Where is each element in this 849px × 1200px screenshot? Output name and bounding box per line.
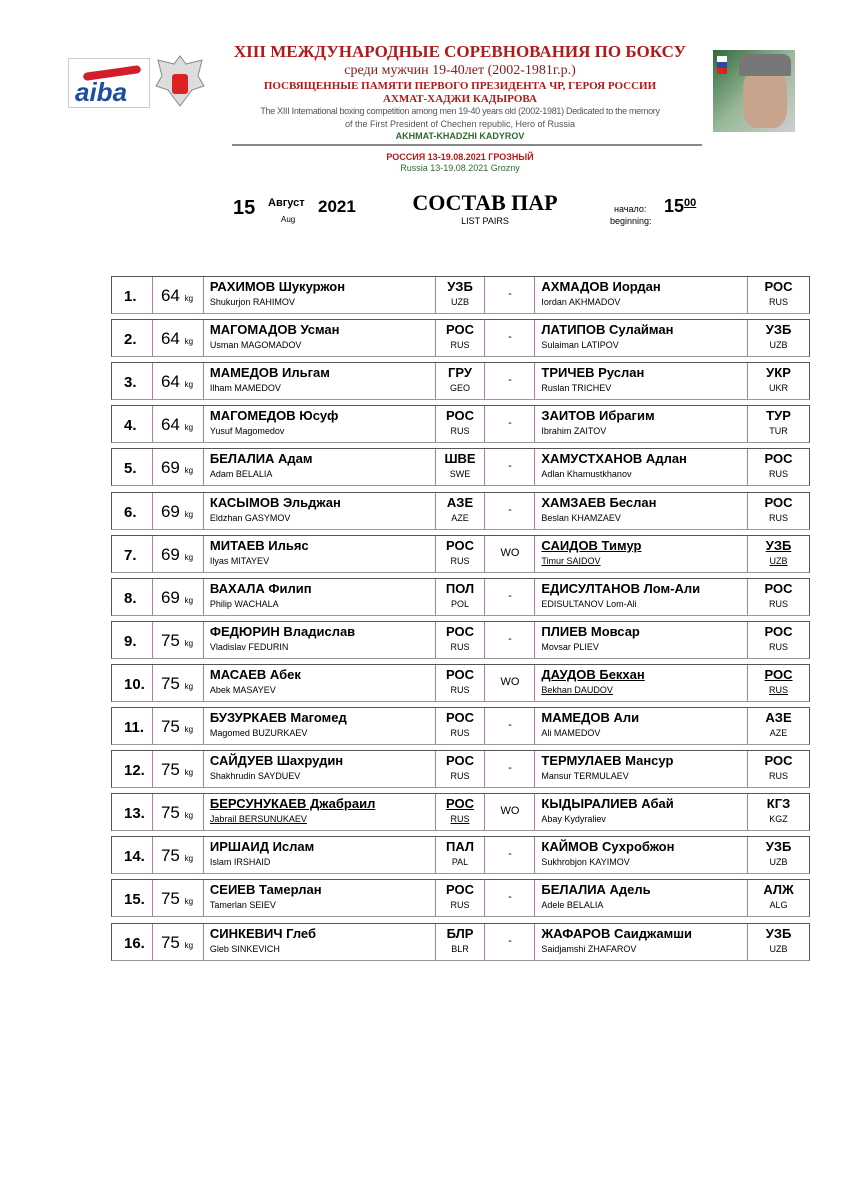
table-row xyxy=(111,405,810,443)
year: 2021 xyxy=(318,197,356,216)
table-row xyxy=(111,578,810,616)
boxer-a: САЙДУЕВ Шахрудин Shakhrudin SAYDUEV xyxy=(204,751,436,787)
boxer-a: БЕРСУНУКАЕВ Джабраил Jabrail BERSUNUKAEV xyxy=(204,794,436,830)
weight-class: 64 kg xyxy=(153,363,204,399)
boxer-b: ПЛИЕВ Мовсар Movsar PLIEV xyxy=(535,622,748,658)
weight-class: 64 kg xyxy=(153,320,204,356)
table-row xyxy=(111,707,810,745)
bout-number: 1. xyxy=(112,277,153,313)
weight-class: 69 kg xyxy=(153,493,204,529)
bout-number: 8. xyxy=(112,579,153,615)
bout-number: 14. xyxy=(112,837,153,873)
table-row xyxy=(111,319,810,357)
bout-number: 13. xyxy=(112,794,153,830)
table-row xyxy=(111,362,810,400)
weight-class: 69 kg xyxy=(153,536,204,572)
boxer-b-country: РОС RUS xyxy=(764,451,793,480)
weight-class: 75 kg xyxy=(153,924,204,960)
bout-number: 11. xyxy=(112,708,153,744)
boxer-a-country: РОС RUS xyxy=(436,751,486,787)
boxer-a-country: РОС RUS xyxy=(436,794,486,830)
aiba-logo: aiba xyxy=(68,58,150,108)
table-row xyxy=(111,621,810,659)
table-row xyxy=(111,276,810,314)
bout-result: - xyxy=(485,622,535,658)
page-subtitle: LIST PAIRS xyxy=(461,216,509,226)
boxer-b-country: РОС RUS xyxy=(764,279,793,307)
bout-number: 2. xyxy=(112,320,153,356)
boxer-b: БЕЛАЛИА Адель Adele BELALIA xyxy=(535,880,748,916)
boxer-b-country: РОС RUS xyxy=(764,494,793,523)
boxer-b-country: АЛЖ ALG xyxy=(763,882,794,911)
boxer-a-country: ПОЛ POL xyxy=(436,579,486,615)
boxer-a: МИТАЕВ Ильяс Ilyas MITAYEV xyxy=(204,536,436,572)
boxer-a: ВАХАЛА Филип Philip WACHALA xyxy=(204,579,436,615)
boxer-b-country: УЗБ UZB xyxy=(765,839,792,868)
bout-result: - xyxy=(485,320,535,356)
boxer-a: МАГОМАДОВ Усман Usman MAGOMADOV xyxy=(204,320,436,356)
boxer-a: СИНКЕВИЧ Глеб Gleb SINKEVICH xyxy=(204,924,436,960)
boxer-b-country: АЗЕ AZE xyxy=(765,710,792,738)
boxer-b: ТРИЧЕВ Руслан Ruslan TRICHEV xyxy=(535,363,748,399)
day: 15 xyxy=(233,197,256,219)
boxer-b-country: РОС RUS xyxy=(764,666,793,695)
bout-result: WO xyxy=(485,536,535,572)
table-row xyxy=(111,793,810,831)
boxer-a-country: АЗЕ AZE xyxy=(436,493,486,529)
boxer-a-country: РОС RUS xyxy=(436,665,486,701)
bout-result: - xyxy=(485,708,535,744)
page-title: СОСТАВ ПАР xyxy=(412,190,558,215)
boxer-b-country: УЗБ UZB xyxy=(765,537,792,566)
bout-number: 15. xyxy=(112,880,153,916)
subtitle-ru: среди мужчин 19-40лет (2002-1981г.р.) xyxy=(344,63,576,78)
boxer-a: БУЗУРКАЕВ Магомед Magomed BUZURKAEV xyxy=(204,708,436,744)
weight-class: 69 kg xyxy=(153,449,204,485)
weight-class: 75 kg xyxy=(153,751,204,787)
start-label-en: beginning: xyxy=(610,216,652,226)
bout-result: - xyxy=(485,837,535,873)
title-en-1: The XIII International boxing competition among men 19-40 years old (2002-1981) Dedicated to the memory xyxy=(260,106,660,116)
weight-class: 75 kg xyxy=(153,665,204,701)
bout-number: 9. xyxy=(112,622,153,658)
bout-result: - xyxy=(485,406,535,442)
boxer-a-country: РОС RUS xyxy=(436,622,486,658)
boxer-b: МАМЕДОВ Али Ali MAMEDOV xyxy=(535,708,748,744)
russian-boxing-federation-crest-icon xyxy=(152,52,208,110)
bout-number: 6. xyxy=(112,493,153,529)
boxer-b: ЗАИТОВ Ибрагим Ibrahim ZAITOV xyxy=(535,406,748,442)
weight-class: 64 kg xyxy=(153,277,204,313)
boxer-b-country: ТУР TUR xyxy=(766,408,791,437)
title-ru: XIII МЕЖДУНАРОДНЫЕ СОРЕВНОВАНИЯ ПО БОКСУ xyxy=(233,42,687,61)
boxer-b-country: УЗБ UZB xyxy=(765,925,792,954)
boxer-b: ЕДИСУЛТАНОВ Лом-Али EDISULTANOV Lom-Ali xyxy=(535,579,748,615)
dedication-ru: ПОСВЯЩЕННЫЕ ПАМЯТИ ПЕРВОГО ПРЕЗИДЕНТА ЧР, ГЕРОЯ РОССИИ xyxy=(263,80,657,92)
table-row xyxy=(111,492,810,530)
boxer-b: ХАМЗАЕВ Беслан Beslan KHAMZAEV xyxy=(535,493,748,529)
table-row xyxy=(111,750,810,788)
start-label-ru: начало: xyxy=(614,204,647,214)
bout-result: - xyxy=(485,880,535,916)
boxer-b: АХМАДОВ Иордан Iordan AKHMADOV xyxy=(535,277,748,313)
month-en: Aug xyxy=(281,215,296,224)
boxer-b-country: УЗБ UZB xyxy=(765,322,792,351)
bout-number: 16. xyxy=(112,924,153,960)
boxer-b-country: КГЗ KGZ xyxy=(766,796,791,825)
bout-result: WO xyxy=(485,665,535,701)
bout-number: 5. xyxy=(112,449,153,485)
boxer-a-country: УЗБ UZB xyxy=(436,277,486,313)
boxer-a-country: БЛР BLR xyxy=(436,924,486,960)
boxer-a-country: РОС RUS xyxy=(436,880,486,916)
table-row xyxy=(111,448,810,486)
header-divider xyxy=(232,144,702,146)
boxer-a: БЕЛАЛИА Адам Adam BELALIA xyxy=(204,449,436,485)
weight-class: 69 kg xyxy=(153,579,204,615)
bout-result: - xyxy=(485,924,535,960)
boxer-a-country: РОС RUS xyxy=(436,708,486,744)
weight-class: 75 kg xyxy=(153,880,204,916)
table-row xyxy=(111,664,810,702)
name-ru: АХМАТ-ХАДЖИ КАДЫРОВА xyxy=(383,93,537,105)
bout-result: WO xyxy=(485,794,535,830)
boxer-a: МАСАЕВ Абек Abek MASAYEV xyxy=(204,665,436,701)
boxer-a: МАМЕДОВ Ильгам Ilham MAMEDOV xyxy=(204,363,436,399)
boxer-a-country: ГРУ GEO xyxy=(436,363,486,399)
bout-result: - xyxy=(485,493,535,529)
bout-number: 12. xyxy=(112,751,153,787)
bout-result: - xyxy=(485,579,535,615)
start-time: $15^{00}$ xyxy=(664,196,697,216)
boxer-a: МАГОМЕДОВ Юсуф Yusuf Magomedov xyxy=(204,406,436,442)
boxer-b-country: РОС RUS xyxy=(764,580,793,609)
table-row xyxy=(111,836,810,874)
bout-result: - xyxy=(485,449,535,485)
boxer-b: КЫДЫРАЛИЕВ Абай Abay Kydyraliev xyxy=(535,794,748,830)
boxer-a-country: РОС RUS xyxy=(436,536,486,572)
bout-number: 4. xyxy=(112,406,153,442)
boxer-a-country: ПАЛ PAL xyxy=(436,837,486,873)
bout-number: 7. xyxy=(112,536,153,572)
month-ru: Август xyxy=(268,197,305,209)
boxer-b: ЖАФАРОВ Саиджамши Saidjamshi ZHAFAROV xyxy=(535,924,748,960)
boxer-a-country: РОС RUS xyxy=(436,406,486,442)
weight-class: 75 kg xyxy=(153,622,204,658)
portrait-photo xyxy=(713,50,795,132)
boxer-b-country: РОС RUS xyxy=(764,623,793,652)
boxer-b-country: УКР UKR xyxy=(766,365,791,394)
title-en-2: of the First President of Chechen republic, Hero of Russia xyxy=(344,119,576,129)
boxer-a-country: ШВЕ SWE xyxy=(436,449,486,485)
weight-class: 75 kg xyxy=(153,794,204,830)
weight-class: 64 kg xyxy=(153,406,204,442)
bout-result: - xyxy=(485,277,535,313)
weight-class: 75 kg xyxy=(153,837,204,873)
bout-number: 10. xyxy=(112,665,153,701)
boxer-a: СЕИЕВ Тамерлан Tamerlan SEIEV xyxy=(204,880,436,916)
boxer-a: РАХИМОВ Шукуржон Shukurjon RAHIMOV xyxy=(204,277,436,313)
boxer-b: КАЙМОВ Сухробжон Sukhrobjon KAYIMOV xyxy=(535,837,748,873)
boxer-a-country: РОС RUS xyxy=(436,320,486,356)
boxer-b: ХАМУСТХАНОВ Адлан Adlan Khamustkhanov xyxy=(535,449,748,485)
table-row xyxy=(111,535,810,573)
boxer-b: ЛАТИПОВ Сулайман Sulaiman LATIPOV xyxy=(535,320,748,356)
place-en: Russia 13-19.08.2021 Grozny xyxy=(400,163,520,173)
weight-class: 75 kg xyxy=(153,708,204,744)
bout-number: 3. xyxy=(112,363,153,399)
boxer-b: ТЕРМУЛАЕВ Мансур Mansur TERMULAEV xyxy=(535,751,748,787)
boxer-a: ИРШАИД Ислам Islam IRSHAID xyxy=(204,837,436,873)
bout-result: - xyxy=(485,363,535,399)
table-row xyxy=(111,923,810,961)
boxer-b: САИДОВ Тимур Timur SAIDOV xyxy=(535,536,748,572)
table-row xyxy=(111,879,810,917)
bout-result: - xyxy=(485,751,535,787)
boxer-a: ФЕДЮРИН Владислав Vladislav FEDURIN xyxy=(204,622,436,658)
boxer-b-country: РОС RUS xyxy=(764,753,793,782)
name-en: AKHMAT-KHADZHI KADYROV xyxy=(395,131,525,141)
boxer-a: КАСЫМОВ Эльджан Eldzhan GASYMOV xyxy=(204,493,436,529)
place-ru: РОССИЯ 13-19.08.2021 ГРОЗНЫЙ xyxy=(386,152,534,162)
boxer-b: ДАУДОВ Бекхан Bekhan DAUDOV xyxy=(535,665,748,701)
